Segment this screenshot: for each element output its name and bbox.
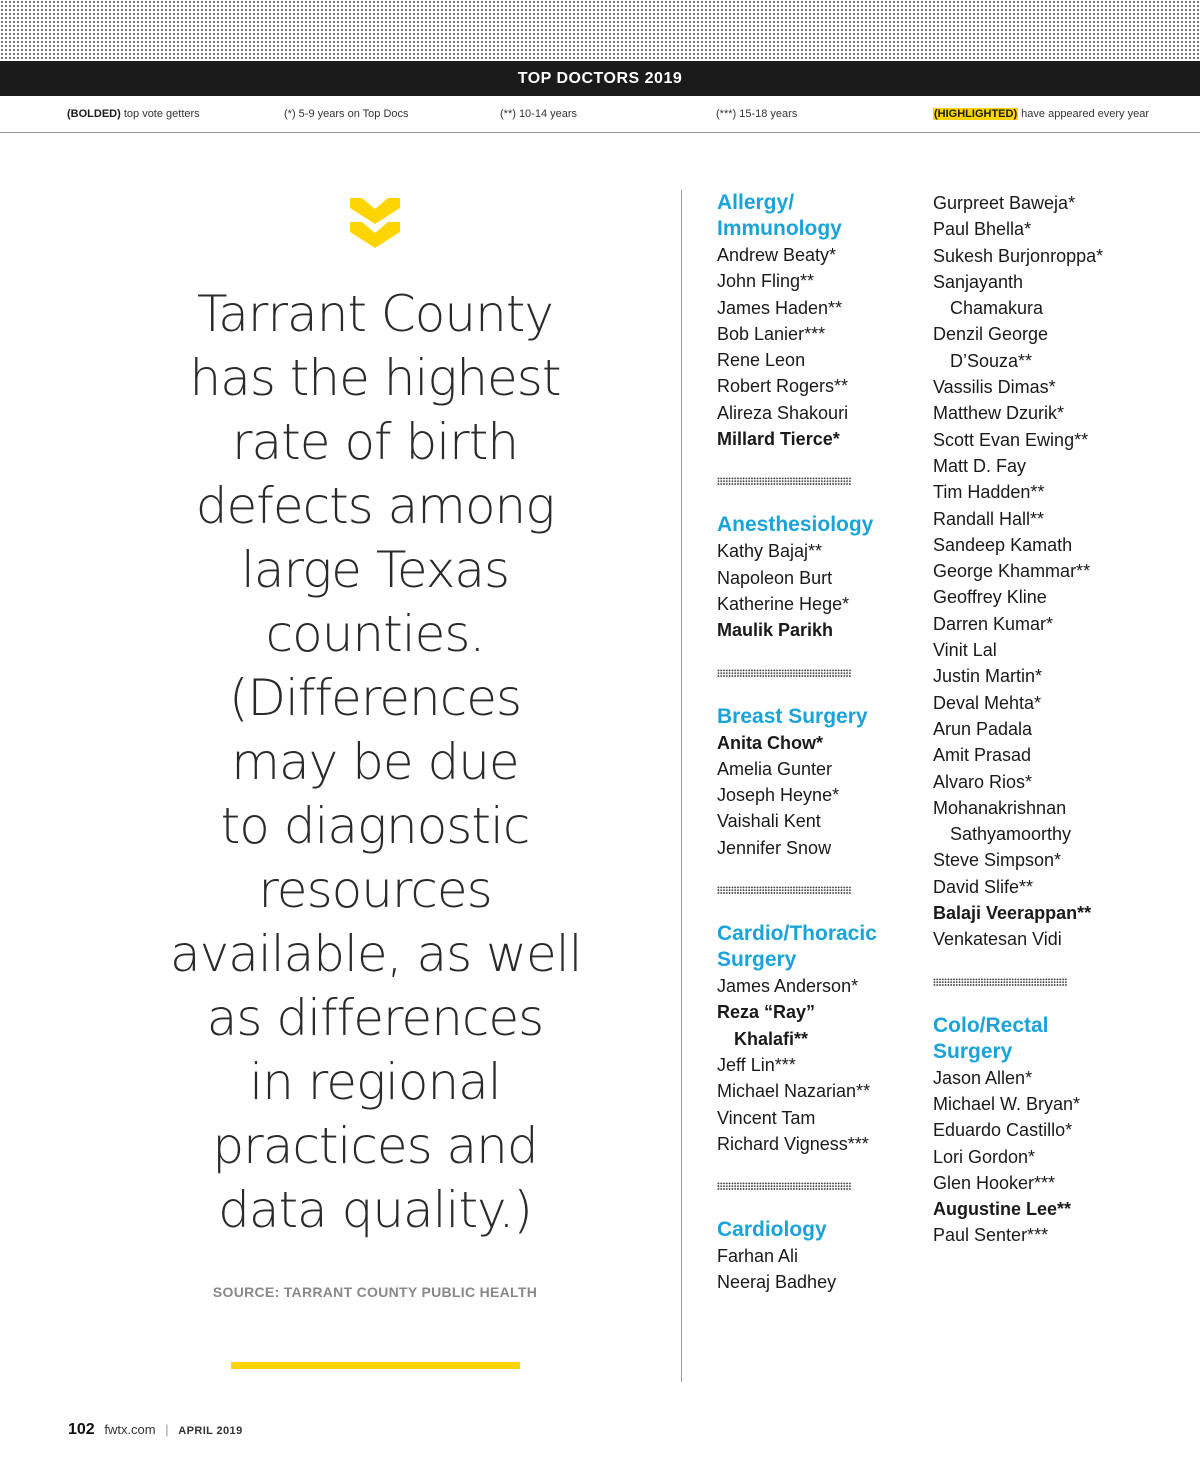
doctor-name: Michael W. Bryan* xyxy=(933,1093,1081,1114)
legend-bolded-key: (BOLDED) xyxy=(67,108,121,120)
doctor-name: Farhan Ali xyxy=(717,1246,799,1267)
doctor-name-top-vote: Augustine Lee** xyxy=(933,1199,1072,1220)
dotted-divider xyxy=(717,669,851,677)
dotted-divider xyxy=(717,477,851,485)
doctor-name: Justin Martin* xyxy=(933,666,1043,687)
section-breast-surgery xyxy=(717,704,917,861)
doctor-name: Michael Nazarian** xyxy=(717,1081,871,1102)
legend-two-star: (**) 10-14 years xyxy=(500,108,578,120)
doctor-name: Richard Vigness*** xyxy=(717,1133,869,1154)
yellow-rule xyxy=(231,1362,520,1369)
doctor-name: Vincent Tam xyxy=(717,1107,816,1128)
doctor-column-right xyxy=(933,190,1133,1249)
doctor-name: Paul Senter*** xyxy=(933,1225,1049,1246)
doctor-name: Tim Hadden** xyxy=(933,482,1045,503)
dotted-divider xyxy=(717,1182,851,1190)
doctor-name: Glen Hooker*** xyxy=(933,1172,1056,1193)
legend-highlighted xyxy=(933,108,1149,120)
legend-bolded xyxy=(67,108,200,120)
section-heading: Allergy/ xyxy=(717,191,795,214)
doctor-name: Eduardo Castillo* xyxy=(933,1120,1073,1141)
section-heading: Breast Surgery xyxy=(717,704,868,728)
doctor-column-left xyxy=(717,190,917,1296)
quote-line: to diagnostic xyxy=(220,797,530,855)
legend-highlighted-key: (HIGHLIGHTED) xyxy=(934,108,1018,120)
legend-bar xyxy=(0,96,1200,133)
doctor-name: Kathy Bajaj** xyxy=(717,541,823,562)
section-heading: Surgery xyxy=(717,948,797,972)
doctor-name: D’Souza** xyxy=(950,350,1033,371)
doctor-name: George Khammar** xyxy=(933,561,1091,582)
doctor-name: Deval Mehta* xyxy=(933,692,1042,713)
doctor-name: Jeff Lin*** xyxy=(717,1054,796,1075)
doctor-name: John Fling** xyxy=(717,271,815,292)
doctor-name: Sandeep Kamath xyxy=(933,534,1073,555)
quote-line: as differences xyxy=(206,989,544,1047)
doctor-name: Vassilis Dimas* xyxy=(933,377,1056,398)
quote-line: (Differences xyxy=(228,669,522,727)
doctor-name: Denzil George xyxy=(933,324,1049,345)
section-heading: Cardio/Thoracic xyxy=(717,922,877,946)
pull-quote xyxy=(170,282,580,1242)
doctor-name-top-vote: Anita Chow* xyxy=(717,732,823,753)
doctor-name: Sanjayanth xyxy=(933,271,1024,292)
quote-line: rate of birth xyxy=(231,413,519,471)
doctor-name: Bob Lanier*** xyxy=(717,323,826,344)
quote-line: counties. xyxy=(265,605,485,663)
section-heading: Anesthesiology xyxy=(717,513,874,537)
quote-line: defects among xyxy=(195,477,555,535)
doctor-name: Katherine Hege* xyxy=(717,593,850,614)
legend-highlighted-desc: have appeared every year xyxy=(1021,108,1149,120)
doctor-name: Napoleon Burt xyxy=(717,567,833,588)
section-allergy xyxy=(717,190,917,452)
doctor-name-top-vote: Maulik Parikh xyxy=(717,620,834,641)
footer-site: fwtx.com xyxy=(104,1422,156,1437)
section-heading: Surgery xyxy=(933,1039,1013,1063)
doctor-name: Arun Padala xyxy=(933,718,1033,739)
doctor-name: Matt D. Fay xyxy=(933,455,1027,476)
page-number: 102 xyxy=(68,1421,95,1438)
doctor-name: Matthew Dzurik* xyxy=(933,403,1065,424)
doctor-name: Neeraj Badhey xyxy=(717,1272,837,1293)
doctor-name: Amelia Gunter xyxy=(717,758,833,779)
doctor-name: Robert Rogers** xyxy=(717,376,849,397)
doctor-name: Chamakura xyxy=(950,298,1044,319)
doctor-name: Paul Bhella* xyxy=(933,219,1032,240)
doctor-name: Steve Simpson* xyxy=(933,850,1062,871)
dotted-divider xyxy=(717,886,851,894)
doctor-name: Randall Hall** xyxy=(933,508,1045,529)
doctor-name: Jason Allen* xyxy=(933,1067,1033,1088)
quote-line: large Texas xyxy=(240,541,510,599)
doctor-name: Alvaro Rios* xyxy=(933,771,1033,792)
source-credit: SOURCE: TARRANT COUNTY PUBLIC HEALTH xyxy=(212,1284,538,1300)
page-footer xyxy=(68,1421,243,1439)
doctor-name: David Slife** xyxy=(933,876,1034,897)
doctor-name: Darren Kumar* xyxy=(933,613,1054,634)
doctor-name: Joseph Heyne* xyxy=(717,785,840,806)
doctor-name: Amit Prasad xyxy=(933,745,1032,766)
doctor-name-top-vote: Khalafi** xyxy=(734,1028,809,1049)
quote-line: in regional xyxy=(249,1053,501,1111)
doctor-name: Scott Evan Ewing** xyxy=(933,429,1089,450)
doctor-name: Vinit Lal xyxy=(933,640,997,661)
section-heading: Colo/Rectal xyxy=(933,1013,1049,1037)
quote-line: may be due xyxy=(231,733,519,791)
dotted-divider xyxy=(933,978,1067,986)
doctor-name: James Anderson* xyxy=(717,976,859,997)
halftone-banner xyxy=(0,0,1200,60)
column-divider xyxy=(681,190,682,1382)
page-title: TOP DOCTORS 2019 xyxy=(517,69,683,87)
doctor-name: Jennifer Snow xyxy=(717,837,832,858)
doctor-name: Sukesh Burjonroppa* xyxy=(933,245,1104,266)
section-colo-rectal xyxy=(933,1013,1133,1249)
legend-one-star: (*) 5-9 years on Top Docs xyxy=(284,108,409,120)
legend-bolded-desc: top vote getters xyxy=(123,108,200,120)
doctor-name: Andrew Beaty* xyxy=(717,245,837,265)
doctor-name: Rene Leon xyxy=(717,350,806,371)
page-title-bar xyxy=(0,61,1200,96)
section-cardiology-continued xyxy=(933,190,1133,953)
doctor-name: Alireza Shakouri xyxy=(717,402,849,423)
footer-separator: | xyxy=(165,1422,169,1437)
doctor-name: Vaishali Kent xyxy=(717,811,821,832)
quote-line: has the highest xyxy=(189,349,561,407)
doctor-name: Sathyamoorthy xyxy=(950,824,1072,845)
footer-issue-date: APRIL 2019 xyxy=(178,1425,243,1437)
quote-line: data quality.) xyxy=(218,1181,532,1239)
doctor-name-top-vote: Millard Tierce* xyxy=(717,429,840,450)
section-heading: Immunology xyxy=(717,217,842,240)
doctor-name: Gurpreet Baweja* xyxy=(933,193,1076,213)
doctor-name-top-vote: Balaji Veerappan** xyxy=(933,903,1092,924)
double-chevron-down-icon xyxy=(350,196,400,250)
section-cardio-thoracic xyxy=(717,921,917,1157)
doctor-name: Mohanakrishnan xyxy=(933,797,1067,818)
doctor-name: Geoffrey Kline xyxy=(933,587,1047,608)
section-heading: Cardiology xyxy=(717,1218,827,1242)
legend-three-star: (***) 15-18 years xyxy=(716,108,798,120)
quote-line: resources xyxy=(258,861,492,919)
quote-line: available, as well xyxy=(170,925,582,983)
section-cardiology xyxy=(717,1217,917,1296)
doctor-name: Lori Gordon* xyxy=(933,1146,1036,1167)
quote-line: practices and xyxy=(212,1117,538,1175)
doctor-name-top-vote: Reza “Ray” xyxy=(717,1002,816,1023)
doctor-name: James Haden** xyxy=(717,297,843,318)
doctor-name: Venkatesan Vidi xyxy=(933,929,1062,950)
section-anesthesiology xyxy=(717,512,917,643)
quote-line: Tarrant County xyxy=(197,285,553,343)
